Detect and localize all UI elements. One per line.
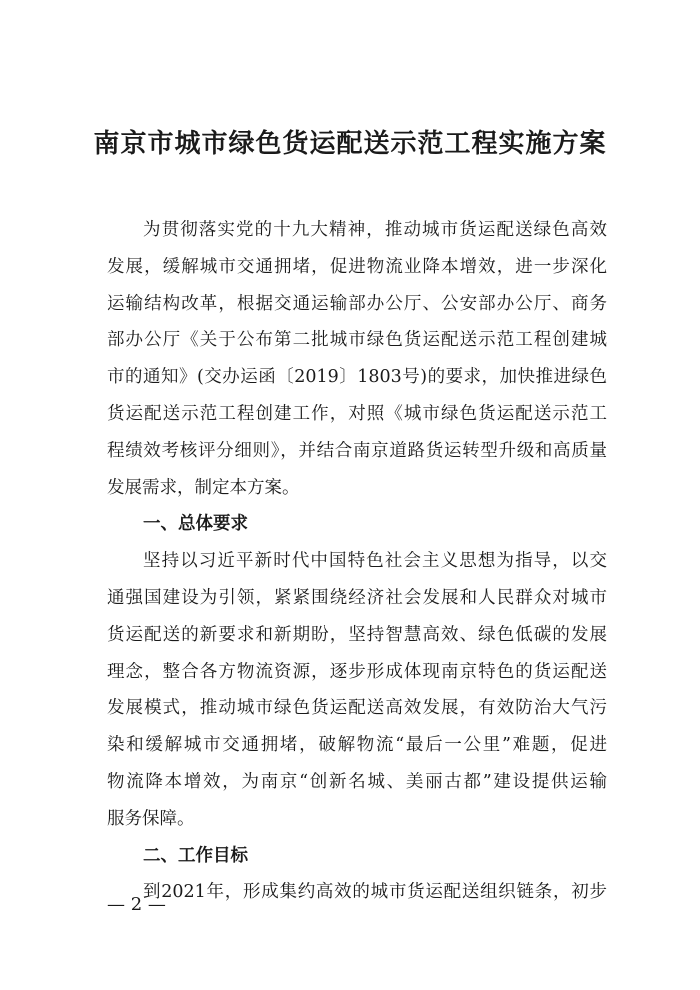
intro-line-7: 程绩效考核评分细则》，并结合南京道路货运转型升级和高质量 <box>107 440 607 461</box>
intro-line-4: 部办公厅《关于公布第二批城市绿色货运配送示范工程创建城 <box>107 330 607 351</box>
section1-line-3: 货运配送的新要求和新期盼，坚持智慧高效、绿色低碳的发展 <box>107 624 607 645</box>
intro-line-1: 为贯彻落实党的十九大精神，推动城市货运配送绿色高效 <box>143 220 607 240</box>
section1-line-6: 染和缓解城市交通拥堵，破解物流“最后一公里”难题，促进 <box>107 735 607 756</box>
document-body <box>107 212 607 911</box>
document-title: 南京市城市绿色货运配送示范工程实施方案 <box>93 129 607 159</box>
section1-line-4: 理念，整合各方物流资源，逐步形成体现南京特色的货运配送 <box>107 661 607 682</box>
intro-line-8: 发展需求，制定本方案。 <box>107 477 300 498</box>
section1-line-5: 发展模式，推动城市绿色货运配送高效发展，有效防治大气污 <box>107 698 607 719</box>
intro-line-6: 货运配送示范工程创建工作，对照《城市绿色货运配送示范工 <box>107 403 607 424</box>
section2-line-1: 到2021年，形成集约高效的城市货运配送组织链条，初步 <box>143 882 607 903</box>
intro-line-3: 运输结构改革，根据交通运输部办公厅、公安部办公厅、商务 <box>107 293 607 314</box>
intro-line-5: 市的通知》(交办运函〔2019〕1803号)的要求，加快推进绿色 <box>107 367 607 388</box>
intro-line-2: 发展，缓解城市交通拥堵，促进物流业降本增效，进一步深化 <box>107 256 607 277</box>
section1-line-7: 物流降本增效，为南京“创新名城、美丽古都”建设提供运输 <box>107 771 607 792</box>
section-heading-overall-requirements: 一、总体要求 <box>143 514 248 535</box>
section-heading-work-goals: 二、工作目标 <box>143 845 248 866</box>
section1-line-8: 服务保障。 <box>107 808 195 829</box>
section1-line-1: 坚持以习近平新时代中国特色社会主义思想为指导，以交 <box>143 551 607 572</box>
section1-line-2: 通强国建设为引领，紧紧围绕经济社会发展和人民群众对城市 <box>107 587 607 608</box>
page-number: — 2 — <box>107 894 166 915</box>
